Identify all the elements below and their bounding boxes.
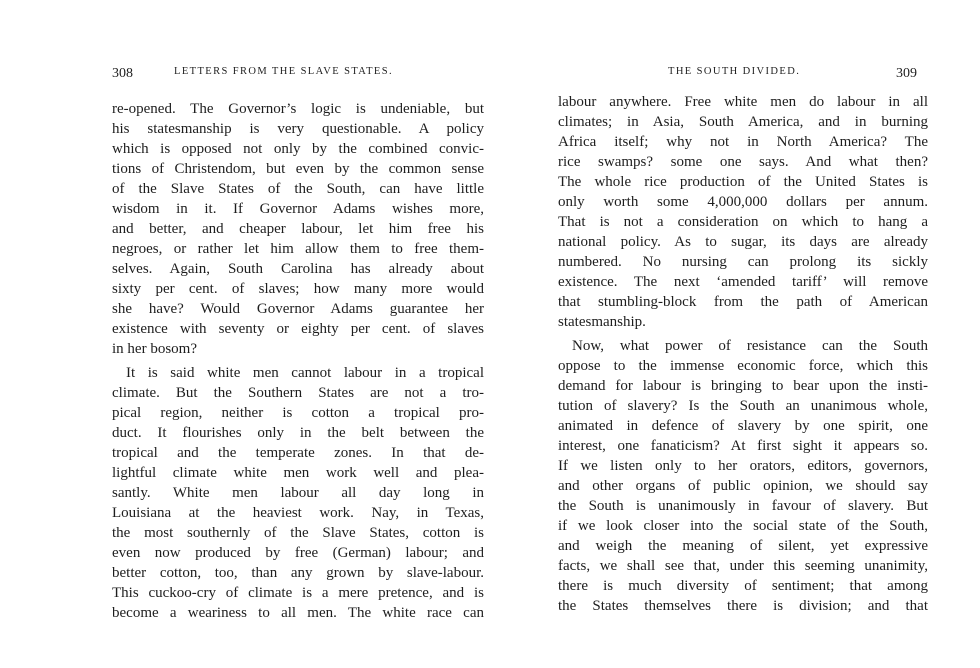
- text-line: statesmanship.: [558, 314, 646, 330]
- left-running-head: LETTERS FROM THE SLAVE STATES.: [174, 66, 393, 77]
- text-line: This cuckoo-cry of climate is a mere pretence, and is: [112, 585, 484, 601]
- text-line: become a weariness to all men. The white race can: [112, 605, 484, 621]
- text-line: demand for labour is bringing to bear upon the insti-: [558, 378, 928, 394]
- text-line: in her bosom?: [112, 341, 197, 357]
- text-line: his statesmanship is very questionable. A policy: [112, 121, 484, 137]
- text-line: wisdom in it. If Governor Adams wishes more,: [112, 201, 484, 217]
- text-line: climates; in Asia, South America, and in burning: [558, 114, 928, 130]
- text-line: Louisiana at the heaviest work. Nay, in Texas,: [112, 505, 484, 521]
- text-line: the States themselves there is division; and that: [558, 598, 928, 614]
- text-line: there is much diversity of sentiment; that among: [558, 578, 928, 594]
- text-line: facts, we shall see that, under this seeming unanimity,: [558, 558, 928, 574]
- text-line: If we listen only to her orators, editors, governors,: [558, 458, 928, 474]
- text-line: Now, what power of resistance can the South: [572, 338, 928, 354]
- text-line: better cotton, too, than any grown by slave-labour.: [112, 565, 484, 581]
- text-line: santly. White men labour all day long in: [112, 485, 484, 501]
- text-line: sixty per cent. of slaves; how many more would: [112, 281, 484, 297]
- text-line: oppose to the immense economic force, which this: [558, 358, 928, 374]
- left-page-number: 308: [112, 66, 133, 81]
- text-line: and other organs of public opinion, we should say: [558, 478, 928, 494]
- text-line: and better, and cheaper labour, let him free his: [112, 221, 484, 237]
- text-line: the most southernly of the Slave States, cotton is: [112, 525, 484, 541]
- text-line: duct. It flourishes only in the belt between the: [112, 425, 484, 441]
- text-line: national policy. As to sugar, its days are already: [558, 234, 928, 250]
- text-line: lightful climate white men work well and plea-: [112, 465, 484, 481]
- text-line: labour anywhere. Free white men do labour in all: [558, 94, 928, 110]
- text-line: even now produced by free (German) labour; and: [112, 545, 484, 561]
- text-line: existence. The next ‘amended tariff’ will remove: [558, 274, 928, 290]
- right-page-number: 309: [896, 66, 917, 81]
- text-line: which is opposed not only by the combined convic-: [112, 141, 484, 157]
- text-line: Africa itself; why not in North America? The: [558, 134, 928, 150]
- text-line: rice swamps? some one says. And what then?: [558, 154, 928, 170]
- text-line: existence with seventy or eighty per cent. of slaves: [112, 321, 484, 337]
- text-line: tution of slavery? Is the South an unanimous whole,: [558, 398, 928, 414]
- text-line: selves. Again, South Carolina has already about: [112, 261, 484, 277]
- text-line: climate. But the Southern States are not a tro-: [112, 385, 484, 401]
- text-line: numbered. No nursing can prolong its sickly: [558, 254, 928, 270]
- text-line: if we look closer into the social state of the South,: [558, 518, 928, 534]
- text-line: That is not a consideration on which to hang a: [558, 214, 928, 230]
- text-line: The whole rice production of the United States is: [558, 174, 928, 190]
- text-line: that stumbling-block from the path of American: [558, 294, 928, 310]
- text-line: of the Slave States of the South, can have little: [112, 181, 484, 197]
- text-line: only worth some 4,000,000 dollars per annum.: [558, 194, 928, 210]
- text-line: tropical and the temperate zones. In that de-: [112, 445, 484, 461]
- text-line: negroes, or rather let him allow them to free them-: [112, 241, 484, 257]
- text-line: and weigh the meaning of silent, yet expressive: [558, 538, 928, 554]
- text-line: It is said white men cannot labour in a tropical: [126, 365, 484, 381]
- text-line: tions of Christendom, but even by the common sense: [112, 161, 484, 177]
- right-running-head: THE SOUTH DIVIDED.: [668, 66, 801, 77]
- text-line: the South is unanimously in favour of slavery. But: [558, 498, 928, 514]
- text-line: she have? Would Governor Adams guarantee her: [112, 301, 484, 317]
- text-line: interest, one fanaticism? At first sight it appears so.: [558, 438, 928, 454]
- text-line: re-opened. The Governor’s logic is undeniable, but: [112, 101, 484, 117]
- text-line: animated in defence of slavery by one spirit, one: [558, 418, 928, 434]
- text-line: pical region, neither is cotton a tropical pro-: [112, 405, 484, 421]
